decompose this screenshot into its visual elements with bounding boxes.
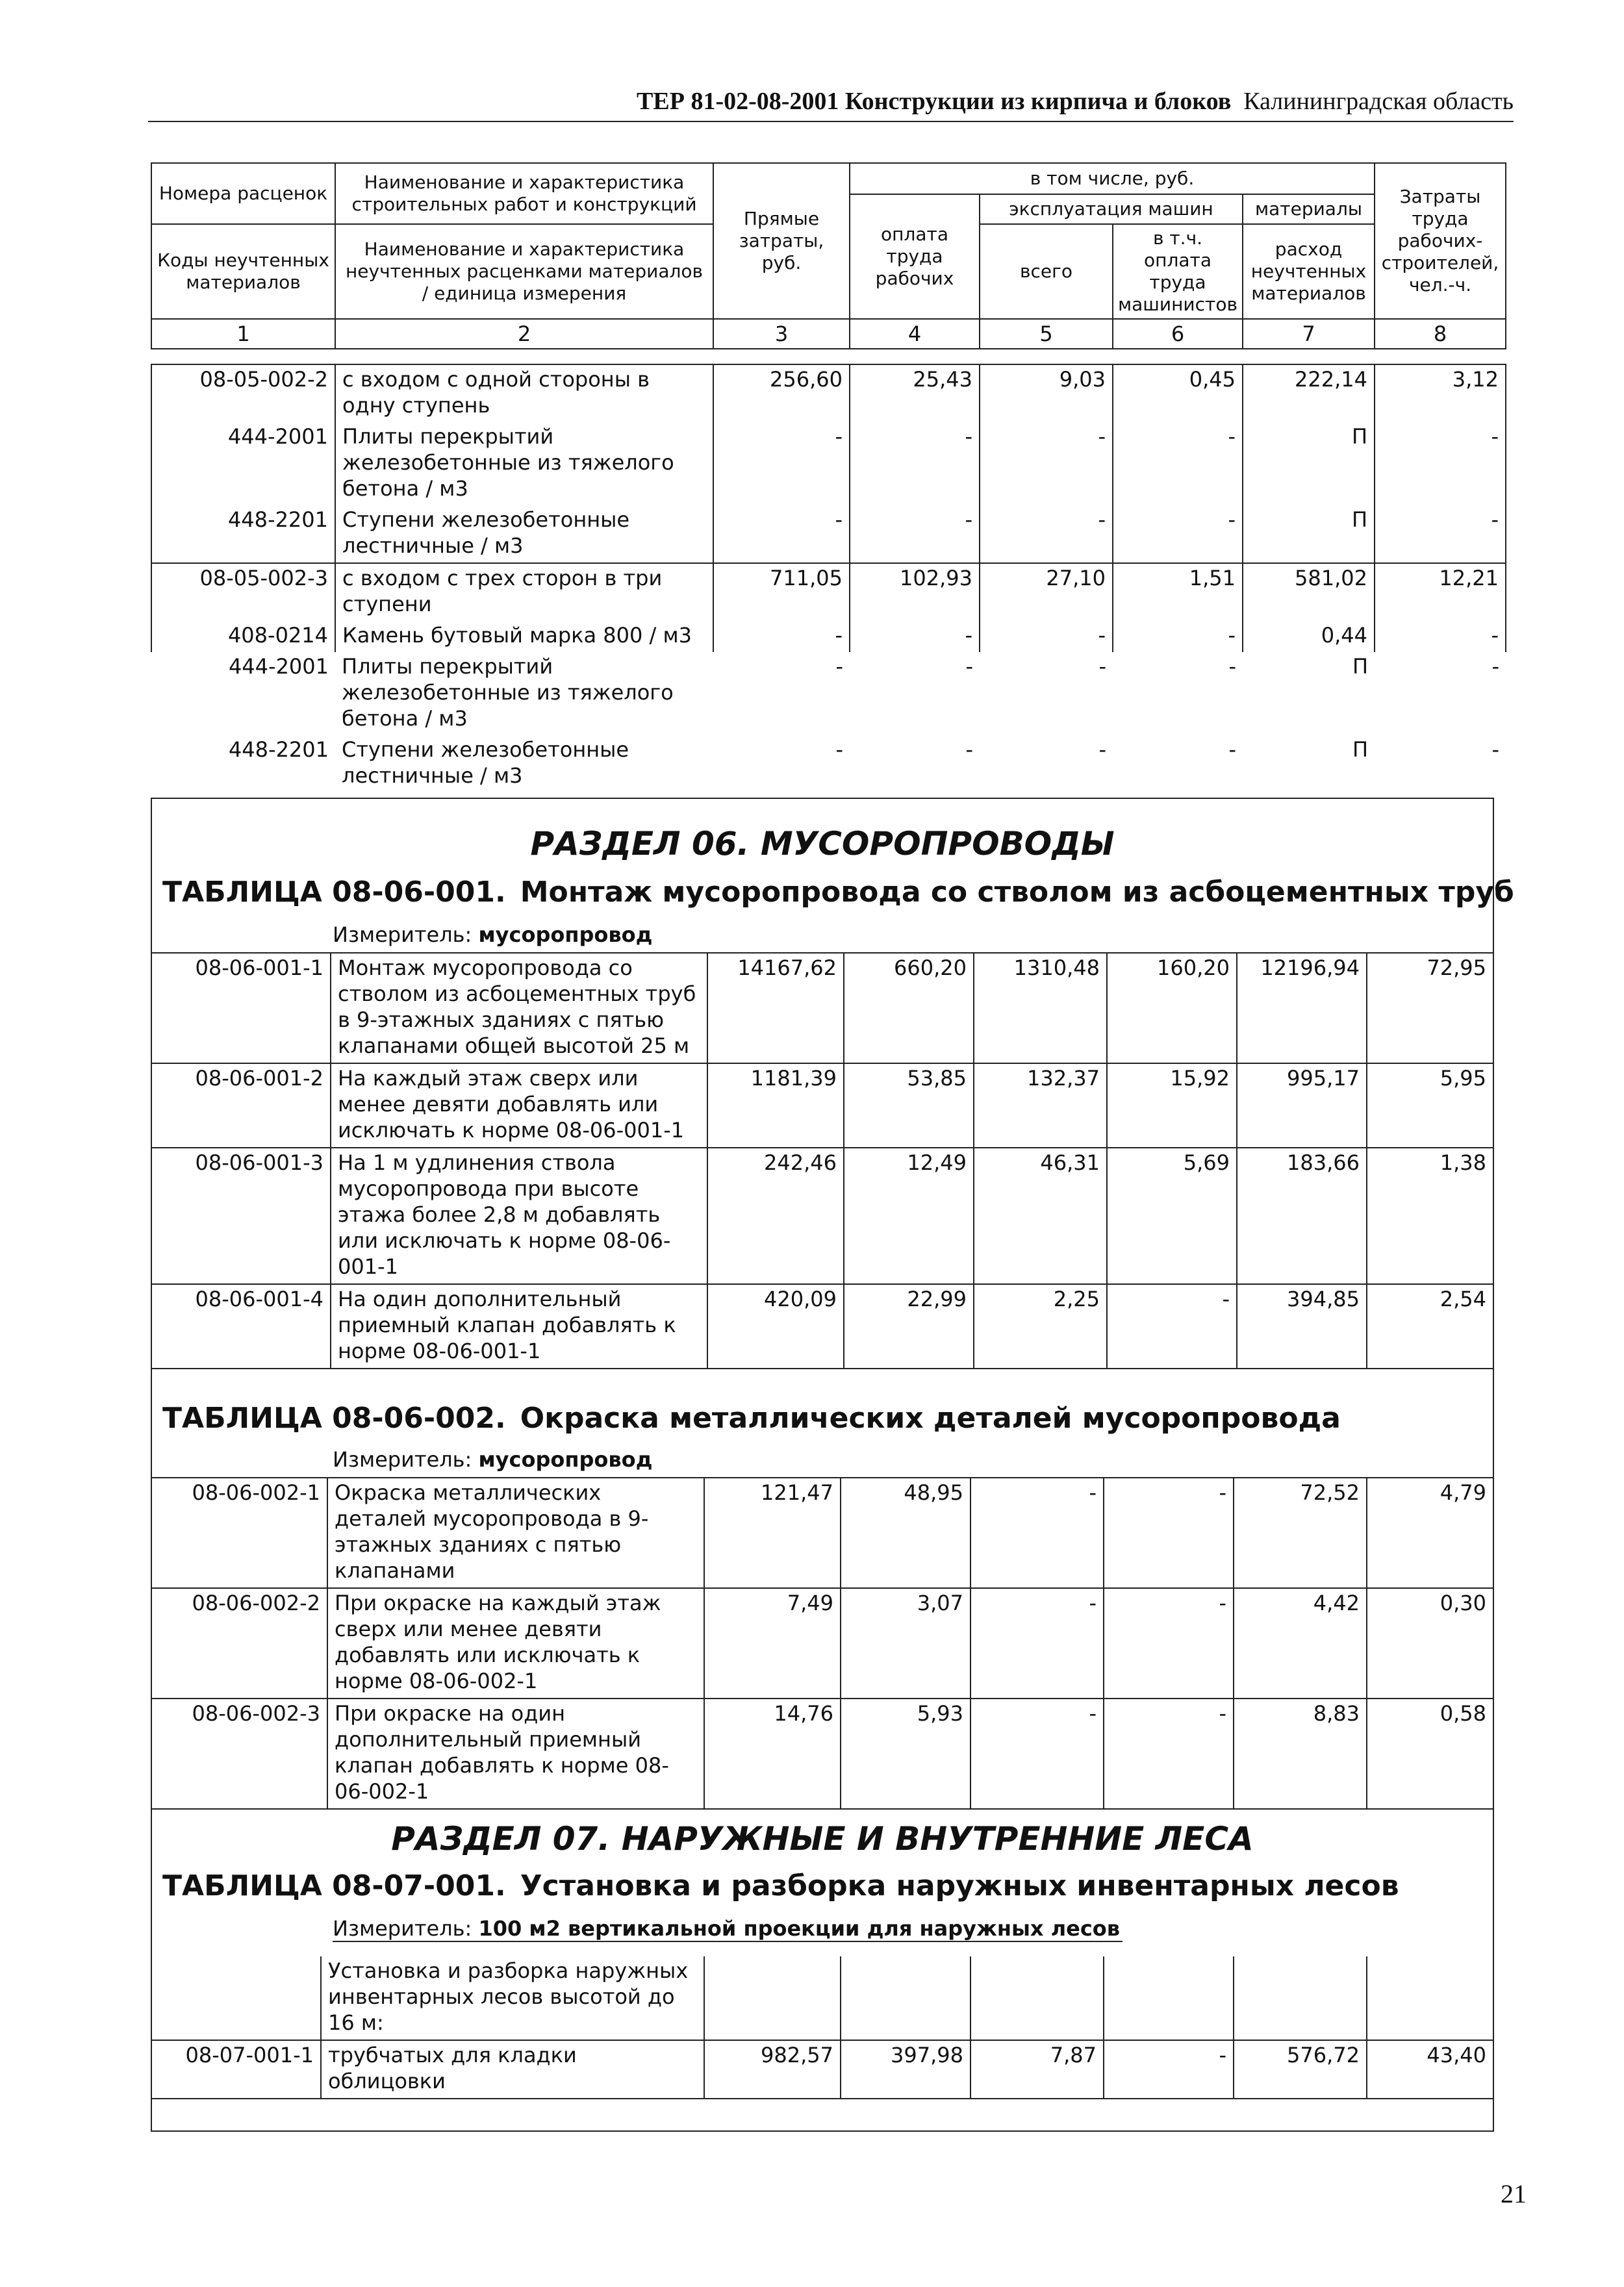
machinist-pay: - [1104, 1588, 1234, 1699]
continuation-rows [151, 364, 1506, 792]
rate-name: Окраска металлических деталей мусоропровода в 9-этажных зданиях с пятью клапанами [327, 1478, 704, 1588]
table-row [151, 364, 1506, 422]
table-row [152, 1063, 1493, 1148]
rate-name: с входом с одной стороны в одну ступень [335, 364, 713, 422]
continuation-table [151, 364, 1506, 792]
machinist-pay: 160,20 [1107, 953, 1237, 1063]
materials-cost: 995,17 [1237, 1063, 1367, 1148]
materials-cost: 72,52 [1234, 1478, 1367, 1588]
materials-cost: П [1352, 654, 1368, 679]
labor-pay: 48,95 [841, 1478, 971, 1588]
labor-pay: 102,93 [850, 563, 980, 621]
col-unaccounted-materials: расход неучтенных материалов [1243, 224, 1375, 319]
sections-frame [151, 798, 1514, 2132]
rate-code: 08-05-002-3 [151, 563, 335, 621]
table-row [151, 652, 1506, 735]
col-codes: Коды неучтенных материалов [151, 224, 335, 319]
rate-code: 444-2001 [151, 422, 335, 505]
rate-name: трубчатых для кладки облицовки [321, 2040, 704, 2099]
machine-total: - [971, 1699, 1104, 1809]
direct-costs: - [835, 654, 843, 679]
page-number: 21 [1501, 2179, 1527, 2208]
meter-value: мусоропровод [478, 1447, 653, 1472]
rate-code: 408-0214 [151, 621, 335, 652]
col-material-name: Наименование и характеристика неучтенных расценками материалов / единица измерения [335, 224, 713, 319]
labor-pay: 53,85 [844, 1063, 974, 1148]
direct-costs: 711,05 [713, 563, 850, 621]
materials-cost: 222,14 [1243, 364, 1375, 422]
machine-total: 7,87 [971, 2040, 1104, 2099]
table-row [151, 422, 1506, 505]
table-row [151, 563, 1506, 621]
labor-pay: 25,43 [850, 364, 980, 422]
labor-pay: - [965, 654, 973, 679]
labor-pay: 397,98 [841, 2040, 971, 2099]
table-08-06-002 [152, 1477, 1493, 1810]
rate-name: На 1 м удлинения ствола мусоропровода при высоте этажа более 2,8 м добавлять или исключать к норме 08-06-001-1 [331, 1148, 707, 1284]
machinist-pay: - [1107, 1284, 1237, 1369]
labor-hours: - [1375, 621, 1506, 652]
col-labor-pay: оплата труда рабочих [850, 194, 980, 319]
table-08-07-001-rows [152, 2040, 1493, 2099]
rate-code: 08-06-002-1 [152, 1478, 327, 1588]
running-header [148, 78, 1514, 122]
machine-total: - [1098, 654, 1106, 679]
labor-pay: 3,07 [841, 1588, 971, 1699]
table-row [152, 1284, 1493, 1369]
rate-name: На один дополнительный приемный клапан добавлять к норме 08-06-001-1 [331, 1284, 707, 1369]
machine-total: 9,03 [980, 364, 1113, 422]
direct-costs: 256,60 [713, 364, 850, 422]
machinist-pay: - [1228, 654, 1236, 679]
labor-hours: 1,38 [1367, 1148, 1493, 1284]
rate-name: На каждый этаж сверх или менее девяти добавлять или исключать к норме 08-06-001-1 [331, 1063, 707, 1148]
table-08-06-002-rows [152, 1478, 1493, 1809]
rate-code: 08-07-001-1 [152, 2040, 321, 2099]
machine-total: - [980, 621, 1113, 652]
machine-total: 1310,48 [974, 953, 1107, 1063]
materials-cost: 0,44 [1243, 621, 1375, 652]
col-number: 2 [335, 319, 713, 349]
rate-name: Камень бутовый марка 800 / м3 [335, 621, 713, 652]
col-machine-total: всего [980, 224, 1113, 319]
materials-cost: П [1243, 505, 1375, 563]
table-row [152, 1588, 1493, 1699]
table-name: Окраска металлических деталей мусоропровода [520, 1402, 1341, 1435]
direct-costs: 14167,62 [707, 953, 844, 1063]
group-blank [704, 1956, 841, 2040]
machine-total: - [971, 1588, 1104, 1699]
labor-pay: 5,93 [841, 1699, 971, 1809]
meter-value: 100 м2 вертикальной проекции для наружных лесов [478, 1916, 1121, 1941]
rate-code: 08-06-001-1 [152, 953, 331, 1063]
labor-hours: - [1375, 505, 1506, 563]
col-rate-numbers: Номера расценок [151, 163, 335, 224]
rate-code: 08-06-002-3 [152, 1699, 327, 1809]
direct-costs: 14,76 [704, 1699, 841, 1809]
group-title: Установка и разборка наружных инвентарных лесов высотой до 16 м: [321, 1956, 704, 2040]
table-08-06-001 [152, 952, 1493, 1369]
direct-costs: - [835, 737, 843, 762]
table-row [151, 735, 1506, 792]
rate-code: 08-05-002-2 [151, 364, 335, 422]
direct-costs: - [713, 621, 850, 652]
col-number: 6 [1113, 319, 1243, 349]
direct-costs: - [713, 505, 850, 563]
machine-total: - [980, 422, 1113, 505]
col-number: 8 [1375, 319, 1506, 349]
labor-pay: 12,49 [844, 1148, 974, 1284]
meter-value: мусоропровод [478, 922, 653, 947]
labor-hours: 0,58 [1367, 1699, 1493, 1809]
table-row [152, 1478, 1493, 1588]
table-row [152, 953, 1493, 1063]
col-machine-ops: эксплуатация машин [980, 194, 1243, 224]
labor-hours: 43,40 [1367, 2040, 1493, 2099]
rate-code: 444-2001 [228, 654, 329, 679]
labor-hours: 0,30 [1367, 1588, 1493, 1699]
group-blank [1367, 1956, 1493, 2040]
col-labor-costs: Затраты труда рабочих-строителей, чел.-ч. [1375, 163, 1506, 319]
labor-pay: - [850, 621, 980, 652]
labor-pay: - [850, 422, 980, 505]
table-label: ТАБЛИЦА 08-07-001. [162, 1869, 506, 1902]
table-row [152, 1148, 1493, 1284]
col-including: в том числе, руб. [850, 163, 1375, 194]
col-machinist-pay: в т.ч. оплата труда машинистов [1113, 224, 1243, 319]
section-06-title: РАЗДЕЛ 06. МУСОРОПРОВОДЫ [530, 825, 1115, 863]
materials-cost: 183,66 [1237, 1148, 1367, 1284]
rate-code: 08-06-001-3 [152, 1148, 331, 1284]
rate-code: 08-06-001-2 [152, 1063, 331, 1148]
machine-total: - [1098, 737, 1106, 762]
col-materials: материалы [1243, 194, 1375, 224]
group-code-blank [152, 1956, 321, 2040]
rate-name: с входом с трех сторон в три ступени [335, 563, 713, 621]
meter-08-07-001 [333, 1916, 1123, 1942]
labor-hours: - [1491, 654, 1499, 679]
machinist-pay: - [1104, 1699, 1234, 1809]
materials-cost: П [1243, 422, 1375, 505]
machine-total: 27,10 [980, 563, 1113, 621]
group-blank [1234, 1956, 1367, 2040]
machine-total: 2,25 [974, 1284, 1107, 1369]
col-direct-costs: Прямые затраты, руб. [713, 163, 850, 319]
rate-name: Плиты перекрытий железобетонные из тяжелого бетона / м3 [342, 654, 674, 731]
machinist-pay: 5,69 [1107, 1148, 1237, 1284]
table-row [151, 621, 1506, 652]
table-08-06-001-title [162, 876, 1514, 909]
col-number: 3 [713, 319, 850, 349]
machinist-pay: - [1104, 1478, 1234, 1588]
col-number: 4 [850, 319, 980, 349]
running-header-text [637, 87, 1514, 116]
table-name: Монтаж мусоропровода со стволом из асбоцементных труб [520, 876, 1514, 909]
materials-cost: 4,42 [1234, 1588, 1367, 1699]
rate-name: При окраске на один дополнительный приемный клапан добавлять к норме 08-06-002-1 [327, 1699, 704, 1809]
labor-hours: 4,79 [1367, 1478, 1493, 1588]
col-number: 1 [151, 319, 335, 349]
col-work-name: Наименование и характеристика строительных работ и конструкций [335, 163, 713, 224]
rate-code: 08-06-001-4 [152, 1284, 331, 1369]
machinist-pay: - [1113, 422, 1243, 505]
group-blank [971, 1956, 1104, 2040]
table-row [152, 1699, 1493, 1809]
labor-hours: 5,95 [1367, 1063, 1493, 1148]
direct-costs: 242,46 [707, 1148, 844, 1284]
machinist-pay: 1,51 [1113, 563, 1243, 621]
document-title: ТЕР 81-02-08-2001 Конструкции из кирпича и блоков [637, 88, 1232, 115]
col-number: 5 [980, 319, 1113, 349]
materials-cost: 394,85 [1237, 1284, 1367, 1369]
labor-hours: 72,95 [1367, 953, 1493, 1063]
meter-label: Измеритель: [333, 922, 472, 947]
direct-costs: - [713, 422, 850, 505]
table-label: ТАБЛИЦА 08-06-002. [162, 1402, 506, 1435]
table-row [152, 2040, 1493, 2099]
table-08-07-001 [152, 1956, 1493, 2099]
labor-hours: - [1375, 422, 1506, 505]
table-name: Установка и разборка наружных инвентарных лесов [520, 1869, 1399, 1902]
machine-total: 46,31 [974, 1148, 1107, 1284]
section-07-title: РАЗДЕЛ 07. НАРУЖНЫЕ И ВНУТРЕННИЕ ЛЕСА [391, 1820, 1254, 1858]
direct-costs: 7,49 [704, 1588, 841, 1699]
labor-hours: - [1491, 737, 1499, 762]
machine-total: 132,37 [974, 1063, 1107, 1148]
materials-cost: 12196,94 [1237, 953, 1367, 1063]
materials-cost: 581,02 [1243, 563, 1375, 621]
machinist-pay: 0,45 [1113, 364, 1243, 422]
rate-name: Ступени железобетонные лестничные / м3 [335, 505, 713, 563]
rate-name: Плиты перекрытий железобетонные из тяжелого бетона / м3 [335, 422, 713, 505]
rate-name: Монтаж мусоропровода со стволом из асбоцементных труб в 9-этажных зданиях с пятью клапанами общей высотой 25 м [331, 953, 707, 1063]
machine-total: - [971, 1478, 1104, 1588]
meter-08-06-001 [333, 922, 652, 947]
meter-label: Измеритель: [333, 1447, 472, 1472]
labor-pay: 22,99 [844, 1284, 974, 1369]
labor-hours: 3,12 [1375, 364, 1506, 422]
labor-pay: - [850, 505, 980, 563]
machinist-pay: - [1113, 621, 1243, 652]
table-08-07-001-title [162, 1869, 1486, 1902]
meter-08-06-002 [333, 1447, 652, 1472]
machinist-pay: - [1113, 505, 1243, 563]
table-08-06-002-title [162, 1402, 1486, 1435]
group-blank [1104, 1956, 1234, 2040]
direct-costs: 1181,39 [707, 1063, 844, 1148]
machine-total: - [980, 505, 1113, 563]
rate-name: Ступени железобетонные лестничные / м3 [342, 737, 629, 788]
rate-code: 08-06-002-2 [152, 1588, 327, 1699]
labor-pay: - [965, 737, 973, 762]
materials-cost: 576,72 [1234, 2040, 1367, 2099]
col-number: 7 [1243, 319, 1375, 349]
rate-code: 448-2201 [228, 737, 329, 762]
column-header-table [151, 162, 1506, 349]
materials-cost: П [1352, 737, 1368, 762]
direct-costs: 420,09 [707, 1284, 844, 1369]
labor-hours: 12,21 [1375, 563, 1506, 621]
machinist-pay: 15,92 [1107, 1063, 1237, 1148]
materials-cost: 8,83 [1234, 1699, 1367, 1809]
table-08-06-001-rows [152, 953, 1493, 1369]
labor-hours: 2,54 [1367, 1284, 1493, 1369]
rate-code: 448-2201 [151, 505, 335, 563]
machinist-pay: - [1228, 737, 1236, 762]
machinist-pay: - [1104, 2040, 1234, 2099]
labor-pay: 660,20 [844, 953, 974, 1063]
direct-costs: 982,57 [704, 2040, 841, 2099]
meter-label: Измеритель: [333, 1916, 472, 1941]
rate-name: При окраске на каждый этаж сверх или менее девяти добавлять или исключать к норме 08-06-002-1 [327, 1588, 704, 1699]
table-row [151, 505, 1506, 563]
region-name: Калининградская область [1243, 88, 1514, 115]
group-blank [841, 1956, 971, 2040]
direct-costs: 121,47 [704, 1478, 841, 1588]
table-label: ТАБЛИЦА 08-06-001. [162, 876, 506, 909]
